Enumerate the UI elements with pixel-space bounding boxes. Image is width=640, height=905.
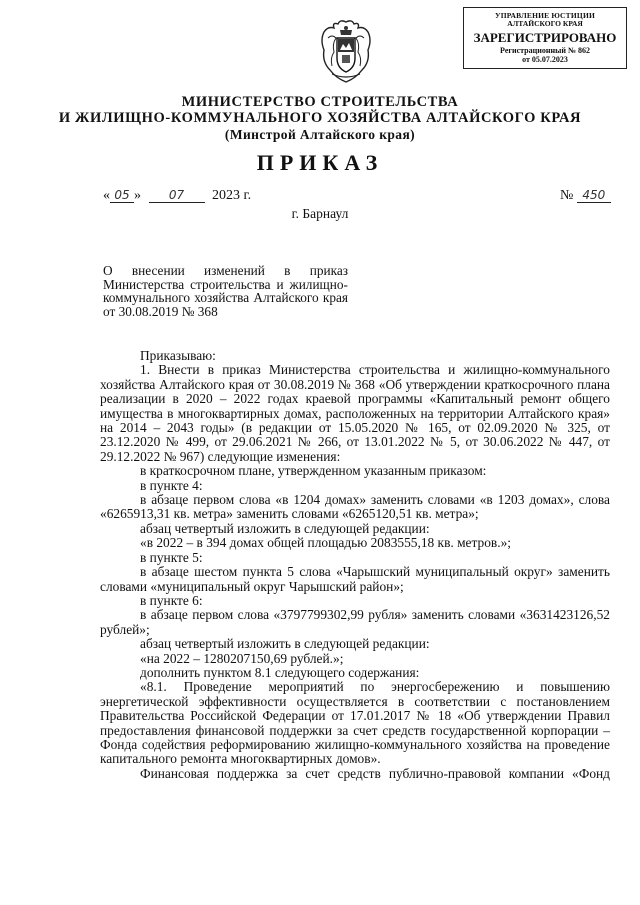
body-paragraph: Приказываю: [140,348,216,363]
city: г. Барнаул [291,206,349,221]
order-body [100,349,610,781]
body-paragraph: 1. Внести в приказ Министерства строительства и жилищно-коммунального хозяйства Алтайского края от 30.08.2019 № 368 «Об утверждении краткосрочного плана реализации в 2020 – 2022 годах краевой программы «Капитальный ремонт общего имущества в многоквартирных домах, расположенных на территории Алтайского края» на 2014 – 2043 годы» (в редакции от 15.05.2020 № 165, от 02.09.2020 № 325, от 23.12.2020 № 499, от 29.06.2021 № 266, от 13.01.2022 № 5, от 30.06.2022 № 447, от 29.12.2022 № 967) следующие изменения: [100,362,610,464]
stamp-authority-line2: АЛТАЙСКОГО КРАЯ [507,19,583,28]
body-paragraph: «в 2022 – в 394 домах общей площадью 2083555,18 кв. метров.»; [140,535,511,551]
body-paragraph: дополнить пунктом 8.1 следующего содержания: [140,664,420,680]
organization-short-name: (Минстрой Алтайского края) [224,127,416,142]
body-paragraph: в краткосрочном плане, утвержденном указанным приказом: [140,463,487,479]
body-paragraph: «на 2022 – 1280207150,69 рублей.»; [140,650,344,666]
order-subject: О внесении изменений в приказ Министерства строительства и жилищно-коммунального хозяйства Алтайского края от 30.08.2019 № 368 [103,263,348,319]
date-quote-close: » [134,188,141,203]
registration-stamp [463,7,627,69]
body-paragraph: в абзаце шестом пункта 5 слова «Чарышский муниципальный округ» заменить словами «муниципальный округ Чарышский район»; [100,564,610,594]
stamp-reg-number: Регистрационный № 862 [500,46,590,55]
organization-name-line1: МИНИСТЕРСТВО СТРОИТЕЛЬСТВА [181,94,459,110]
stamp-authority-line1: УПРАВЛЕНИЕ ЮСТИЦИИ [494,11,596,20]
body-paragraph: абзац четвертый изложить в следующей редакции: [140,636,430,652]
order-number [560,188,611,204]
date-quote-open: « [103,188,110,203]
order-number-value: 450 [577,188,611,203]
organization-name-line2: И ЖИЛИЩНО-КОММУНАЛЬНОГО ХОЗЯЙСТВА АЛТАЙСКОГО КРАЯ [58,110,582,126]
order-year: 2023 г. [212,188,252,203]
stamp-status: ЗАРЕГИСТРИРОВАНО [473,30,617,45]
order-day: 05 [110,188,134,203]
order-month: 07 [149,188,205,203]
body-paragraph: абзац четвертый изложить в следующей редакции: [140,520,430,536]
document-title: ПРИКАЗ [256,150,384,175]
coat-of-arms-icon [318,18,374,84]
body-paragraph: в пункте 6: [140,592,203,608]
body-paragraph: «8.1. Проведение мероприятий по энергосбережению и повышению энергетической эффективности осуществляется в соответствии с постановлением Правительства Российской Федерации от 17.01.2017 № 18 «Об утверждении Правил предоставления финансовой поддержки за счет средств государственной корпорации – Фонда содействия реформированию жилищно-коммунального хозяйства на проведение капитального ремонта многоквартирных домов». [100,679,610,767]
body-paragraph: в пункте 5: [140,549,203,565]
body-paragraph: в абзаце первом слова «3797799302,99 рубля» заменить словами «3631423126,52 рублей»; [100,607,610,637]
order-number-label: № [560,188,574,203]
stamp-reg-date: от 05.07.2023 [522,55,568,64]
body-paragraph: в абзаце первом слова «в 1204 домах» заменить словами «в 1203 домах», слова «6265913,31 кв. метра» заменить словами «6265120,51 кв. метра»; [100,492,610,522]
order-date [103,188,251,204]
body-paragraph: в пункте 4: [140,477,203,493]
body-paragraph: Финансовая поддержка за счет средств публично-правовой компании «Фонд [140,765,610,781]
